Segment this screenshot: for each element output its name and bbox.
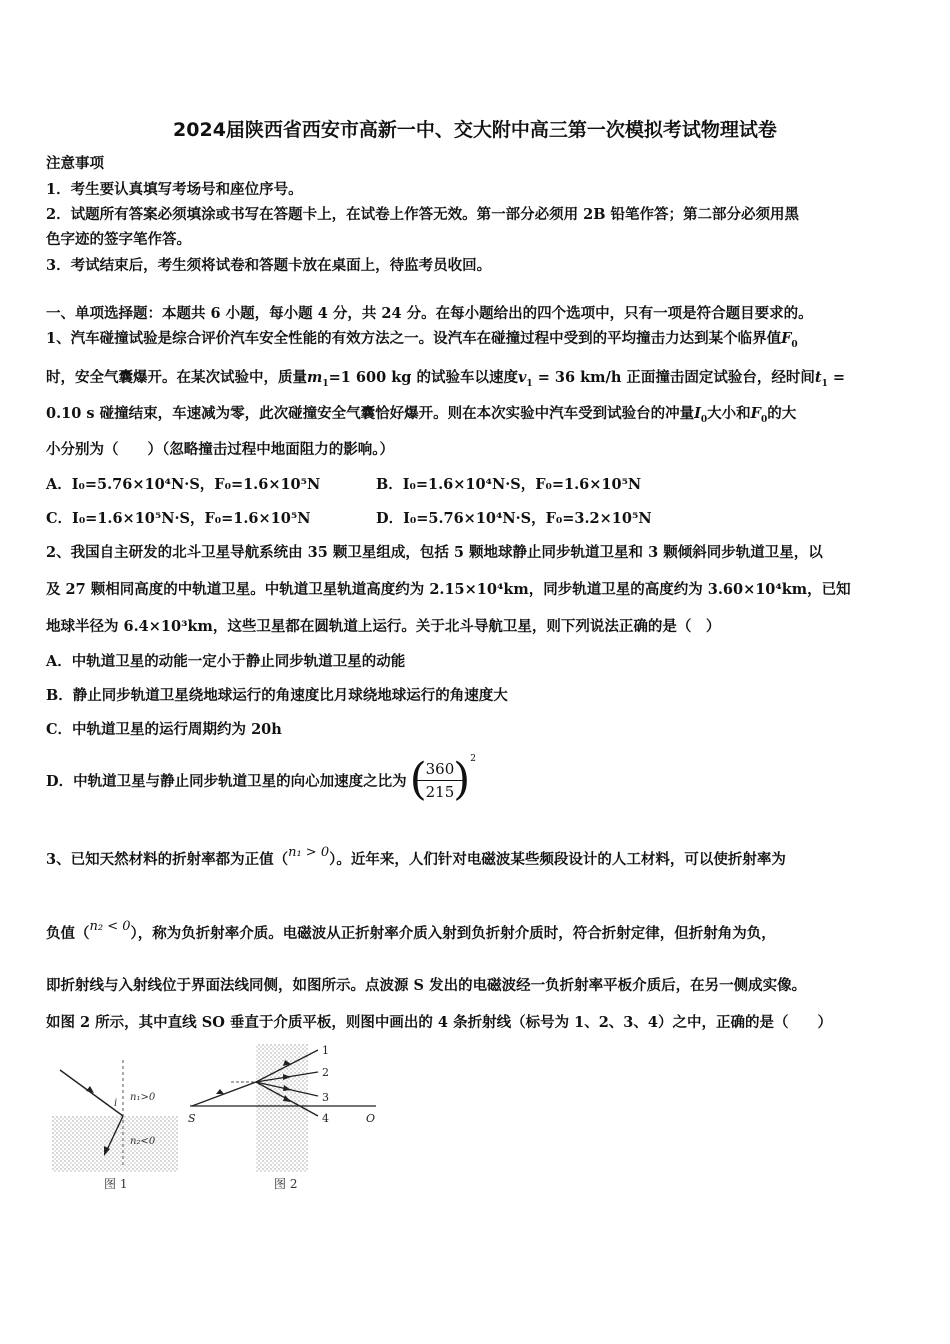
q1-t1-var: t xyxy=(814,369,822,386)
figure-1-caption: 图 1 xyxy=(104,1177,128,1191)
fig2-label-3: 3 xyxy=(322,1091,329,1104)
q1-I0-var: I xyxy=(694,405,701,422)
q1-text-2a: 时，安全气囊爆开。在某次试验中，质量 xyxy=(46,369,307,386)
q2-option-d-text: D．中轨道卫星与静止同步轨道卫星的向心加速度之比为 xyxy=(46,773,407,790)
fig2-incident-arrow xyxy=(216,1089,224,1094)
q1-line-2 xyxy=(46,366,845,389)
q1-m1-var: m xyxy=(307,369,323,386)
q2-fraction: ( 360 215 ) xyxy=(409,754,471,805)
q1-line-4: 小分别为（ ）（忽略撞击过程中地面阻力的影响。） xyxy=(46,441,394,458)
q2-frac-exp: 2 xyxy=(470,753,477,764)
q1-text-3b: 大小和 xyxy=(707,405,751,422)
q1-I0-sub: 0 xyxy=(700,414,708,425)
q2-line-1: 2、我国自主研发的北斗卫星导航系统由 35 颗卫星组成，包括 5 颗地球静止同步轨道卫星和 3 颗倾斜同步轨道卫星，以 xyxy=(46,544,823,561)
q1-text-2b: =1 600 kg 的试验车以速度 xyxy=(328,369,518,386)
q1-F0b-var: F xyxy=(750,405,761,422)
fig1-medium xyxy=(52,1116,178,1172)
q1-line-3 xyxy=(46,402,796,425)
q1-v1-var: v xyxy=(517,369,527,386)
q2-line-3: 地球半径为 6.4×10³km，这些卫星都在圆轨道上运行。关于北斗导航卫星，则下列说法正确的是（ ） xyxy=(46,618,721,635)
q3-n1: n₁ > 0 xyxy=(288,845,330,860)
q2-frac-num: 360 xyxy=(416,760,465,781)
q1-option-d[interactable]: D．I₀=5.76×10⁴N·S，F₀=3.2×10⁵N xyxy=(376,510,652,527)
q3-text-1b: ）。近年来，人们针对电磁波某些频段设计的人工材料，可以使折射率为 xyxy=(329,851,786,868)
fig2-label-4: 4 xyxy=(322,1112,329,1125)
q1-text-2d: = xyxy=(827,369,846,386)
figure-2-caption: 图 2 xyxy=(274,1177,298,1191)
notice-item-2: 2．试题所有答案必须填涂或书写在答题卡上，在试卷上作答无效。第一部分必须用 2B 铅笔作答；第二部分必须用黑 xyxy=(46,206,800,223)
fig2-label-1: 1 xyxy=(322,1044,329,1057)
q1-text-1: 1、汽车碰撞试验是综合评价汽车安全性能的有效方法之一。设汽车在碰撞过程中受到的平均撞击力达到某个临界值 xyxy=(46,330,782,347)
figure-2-diagram xyxy=(186,1044,386,1172)
notice-item-1: 1．考生要认真填写考场号和座位序号。 xyxy=(46,181,303,198)
fig1-n1-label: n₁>0 xyxy=(130,1092,156,1103)
notice-heading: 注意事项 xyxy=(46,155,104,172)
q1-line-1 xyxy=(46,327,798,350)
notice-item-3: 3．考试结束后，考生须将试卷和答题卡放在桌面上，待监考员收回。 xyxy=(46,257,492,274)
fig2-label-2: 2 xyxy=(322,1066,329,1079)
q1-text-3c: 的大 xyxy=(767,405,797,422)
q1-text-3a: 0.10 s 碰撞结束，车速减为零，此次碰撞安全气囊恰好爆开。则在本次实验中汽车受到试验台的冲量 xyxy=(46,405,695,422)
fig1-angle-label: i xyxy=(114,1098,118,1109)
q3-line-1 xyxy=(46,845,786,869)
fig2-slab xyxy=(256,1044,308,1172)
q1-F0b-sub: 0 xyxy=(760,414,768,425)
q2-option-c[interactable]: C．中轨道卫星的运行周期约为 20h xyxy=(46,721,282,738)
fig1-n2-label: n₂<0 xyxy=(130,1136,156,1147)
q3-line-2 xyxy=(46,919,776,943)
q3-text-2a: 负值（ xyxy=(46,925,90,942)
q3-line-4: 如图 2 所示，其中直线 SO 垂直于介质平板，则图中画出的 4 条折射线（标号为 1、2、3、4）之中，正确的是（ ） xyxy=(46,1014,832,1031)
notice-item-2-cont: 色字迹的签字笔作答。 xyxy=(46,231,191,248)
fig2-label-S: S xyxy=(188,1112,196,1125)
q1-option-b[interactable]: B．I₀=1.6×10⁴N·S，F₀=1.6×10⁵N xyxy=(376,476,642,493)
q2-frac-den: 215 xyxy=(425,783,455,801)
q1-F0-var: F xyxy=(781,330,792,347)
q1-text-2c: = 36 km/h 正面撞击固定试验台，经时间 xyxy=(532,369,815,386)
q3-text-2b: ），称为负折射率介质。电磁波从正折射率介质入射到负折射介质时，符合折射定律，但折射角为负， xyxy=(130,925,776,942)
page-title: 2024届陕西省西安市高新一中、交大附中高三第一次模拟考试物理试卷 xyxy=(173,119,777,141)
q3-text-1a: 3、已知天然材料的折射率都为正值（ xyxy=(46,851,289,868)
q3-line-3: 即折射线与入射线位于界面法线同侧，如图所示。点波源 S 发出的电磁波经一负折射率平板介质后，在另一侧成实像。 xyxy=(46,977,807,994)
fig2-label-O: O xyxy=(366,1112,376,1125)
q1-v1-sub: 1 xyxy=(526,378,533,389)
q3-n2: n₂ < 0 xyxy=(89,919,131,934)
q2-line-2: 及 27 颗相同高度的中轨道卫星。中轨道卫星轨道高度约为 2.15×10⁴km，同步轨道卫星的高度约为 3.60×10⁴km，已知 xyxy=(46,581,851,598)
q1-option-a[interactable]: A．I₀=5.76×10⁴N·S，F₀=1.6×10⁵N xyxy=(46,476,321,493)
q2-option-a[interactable]: A．中轨道卫星的动能一定小于静止同步轨道卫星的动能 xyxy=(46,653,406,670)
figure-1-diagram xyxy=(48,1060,183,1172)
q2-option-b[interactable]: B．静止同步轨道卫星绕地球运行的角速度比月球绕地球运行的角速度大 xyxy=(46,687,508,704)
fig1-incident-ray xyxy=(60,1070,123,1116)
q1-option-c[interactable]: C．I₀=1.6×10⁵N·S，F₀=1.6×10⁵N xyxy=(46,510,311,527)
q1-F0-sub: 0 xyxy=(791,339,798,350)
q2-option-d[interactable] xyxy=(46,753,477,805)
q1-m1-sub: 1 xyxy=(322,378,329,389)
section-heading: 一、单项选择题：本题共 6 小题，每小题 4 分，共 24 分。在每小题给出的四个选项中，只有一项是符合题目要求的。 xyxy=(46,305,813,322)
q1-t1-sub: 1 xyxy=(821,378,828,389)
